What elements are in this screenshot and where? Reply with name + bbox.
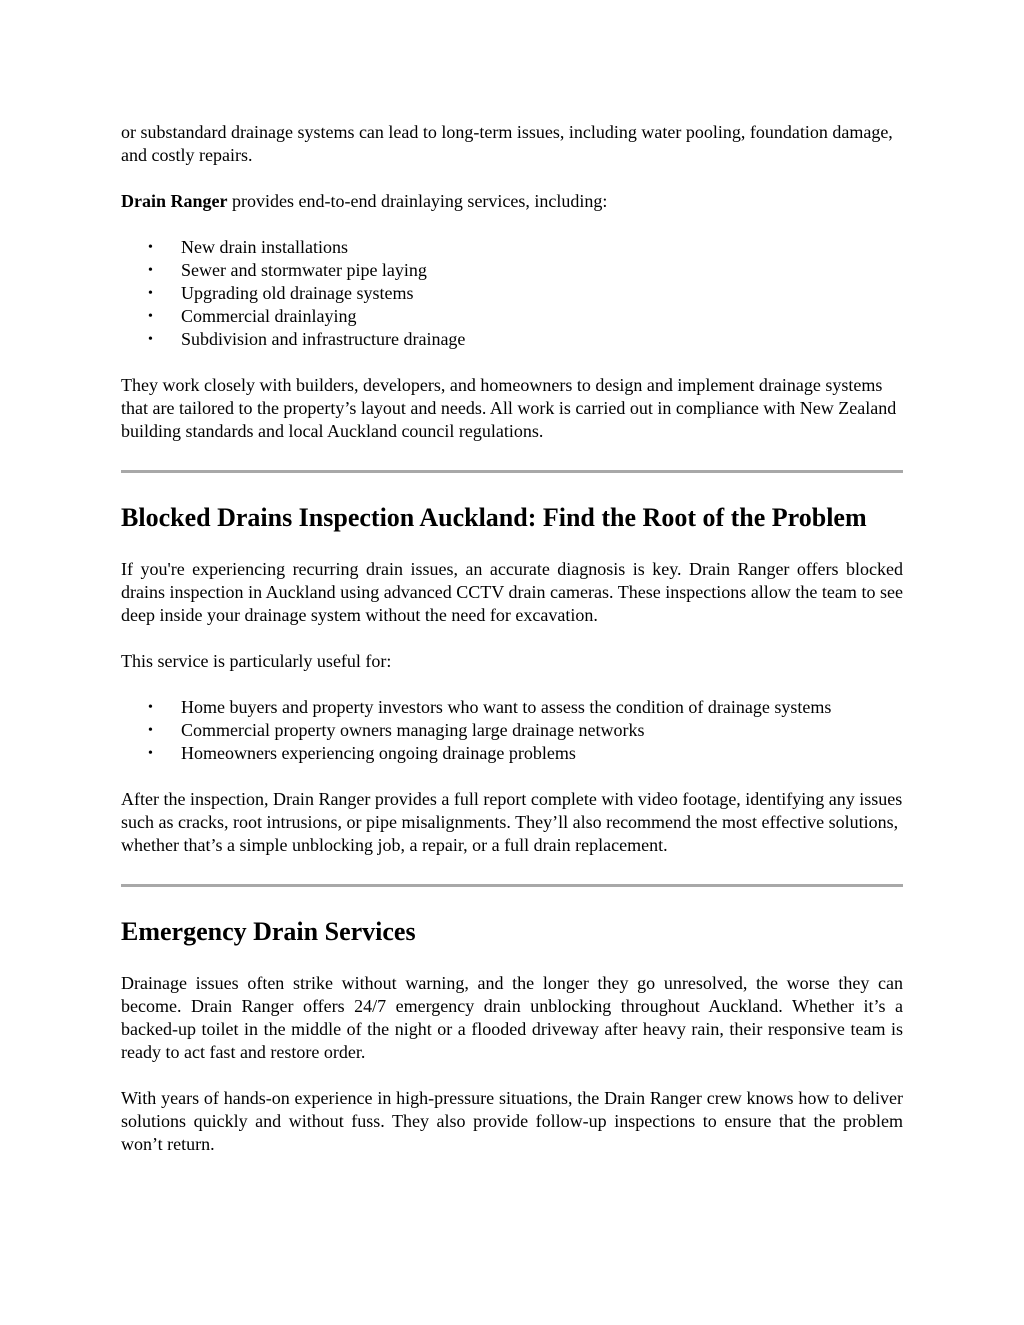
list-item: • Subdivision and infrastructure drainage [148, 329, 466, 349]
inspection-heading: Blocked Drains Inspection Auckland: Find the Root of the Problem [121, 503, 867, 532]
list-item: • Commercial drainlaying [148, 306, 357, 326]
emergency-paragraph-2: With years of hands-on experience in high-pressure situations, the Drain Ranger crew knows how to deliver solutions quickly and without fuss. They also provide follow-up inspections to ensure that the problem won’t return. [121, 1088, 903, 1154]
bullet-icon: • [148, 700, 153, 715]
list-item: • Homeowners experiencing ongoing drainage problems [148, 743, 576, 763]
bullet-icon: • [148, 746, 153, 761]
bullet-icon: • [148, 723, 153, 738]
emergency-heading: Emergency Drain Services [121, 917, 416, 946]
services-lead-text: provides end-to-end drainlaying services, including: [227, 191, 608, 211]
list-item: • Sewer and stormwater pipe laying [148, 260, 427, 280]
section-divider [121, 884, 903, 887]
services-lead-paragraph [121, 190, 903, 213]
inspection-uses-list [121, 696, 903, 765]
brand-name: Drain Ranger [121, 191, 228, 211]
bullet-icon: • [148, 263, 153, 278]
document-page [121, 121, 903, 1179]
bullet-icon: • [148, 240, 153, 255]
list-item: • New drain installations [148, 237, 348, 257]
emergency-paragraph-1: Drainage issues often strike without warning, and the longer they go unresolved, the worse they can become. Drain Ranger offers 24/7 emergency drain unblocking throughout Auckland. Whether it’s a backed-up toilet in the middle of the night or a flooded driveway after heavy rain, their responsive team is ready to act fast and restore order. [121, 973, 903, 1062]
services-list [121, 236, 903, 351]
section-divider [121, 470, 903, 473]
inspection-paragraph-3: After the inspection, Drain Ranger provides a full report complete with video footage, identifying any issues such as cracks, root intrusions, or pipe misalignments. They’ll also recommend the most effective solutions, whether that’s a simple unblocking job, a repair, or a full drain replacement. [121, 789, 903, 855]
list-item: • Home buyers and property investors who want to assess the condition of drainage systems [148, 697, 832, 717]
inspection-paragraph-1: If you're experiencing recurring drain issues, an accurate diagnosis is key. Drain Ranger offers blocked drains inspection in Auckland using advanced CCTV drain cameras. These inspections allow the team to see deep inside your drainage system without the need for excavation. [121, 559, 903, 625]
list-item: • Commercial property owners managing large drainage networks [148, 720, 645, 740]
intro-closing-paragraph: They work closely with builders, developers, and homeowners to design and implement drainage systems that are tailored to the property’s layout and needs. All work is carried out in compliance with New Zealand building standards and local Auckland council regulations. [121, 375, 897, 441]
list-item: • Upgrading old drainage systems [148, 283, 414, 303]
bullet-icon: • [148, 332, 153, 347]
bullet-icon: • [148, 286, 153, 301]
inspection-paragraph-2: This service is particularly useful for: [121, 651, 392, 671]
intro-continuation-paragraph: or substandard drainage systems can lead to long-term issues, including water pooling, foundation damage, and costly repairs. [121, 122, 893, 165]
bullet-icon: • [148, 309, 153, 324]
